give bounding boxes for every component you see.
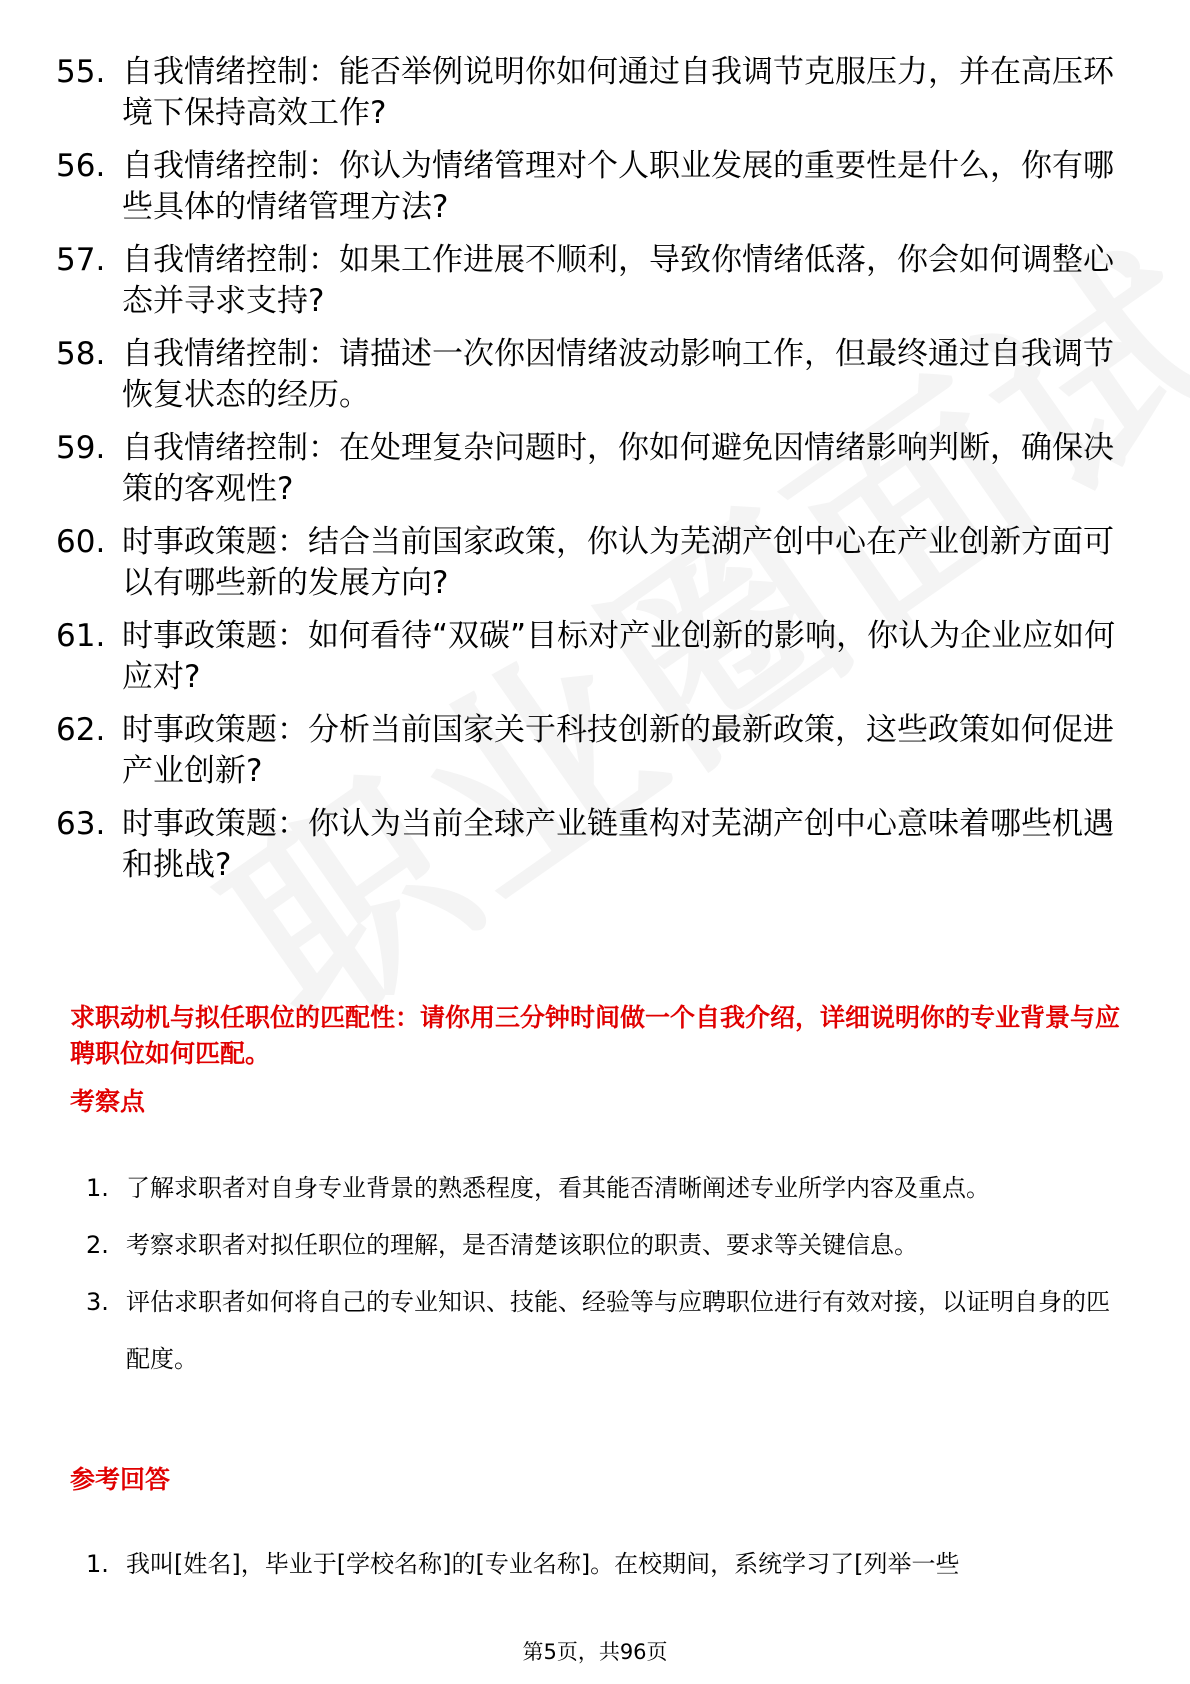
list-item [86,1536,1131,1593]
question-item [56,522,1136,604]
question-item [56,428,1136,510]
answers-list [86,1536,1131,1593]
question-number: 63. [56,806,106,842]
question-text: 自我情绪控制：在处理复杂问题时，你如何避免因情绪影响判断，确保决策的客观性? [122,430,1114,507]
question-item [56,804,1136,886]
question-number: 58. [56,336,106,372]
question-number: 56. [56,148,106,184]
list-text: 我叫[姓名]，毕业于[学校名称]的[专业名称]。在校期间，系统学习了[列举一些 [126,1550,960,1578]
question-text: 时事政策题：如何看待“双碳”目标对产业创新的影响，你认为企业应如何应对? [122,618,1116,695]
list-item [86,1217,1131,1274]
question-number: 60. [56,524,106,560]
answer-heading: 参考回答 [70,1465,171,1494]
points-heading: 考察点 [70,1087,146,1116]
question-number: 62. [56,712,106,748]
question-item [56,616,1136,698]
question-number: 57. [56,242,106,278]
question-text: 时事政策题：你认为当前全球产业链重构对芜湖产创中心意味着哪些机遇和挑战? [122,806,1114,883]
question-number: 55. [56,54,106,90]
question-text: 自我情绪控制：如果工作进展不顺利，导致你情绪低落，你会如何调整心态并寻求支持? [122,242,1114,319]
list-number: 2. [86,1231,109,1259]
question-item [56,240,1136,322]
points-list [86,1160,1131,1388]
question-text: 自我情绪控制：能否举例说明你如何通过自我调节克服压力，并在高压环境下保持高效工作? [122,54,1114,131]
page-footer: 第5页，共96页 [522,1640,668,1664]
question-item [56,52,1136,134]
list-item [86,1274,1131,1388]
list-number: 3. [86,1288,109,1316]
question-text: 时事政策题：分析当前国家关于科技创新的最新政策，这些政策如何促进产业创新? [122,712,1114,789]
question-number: 59. [56,430,106,466]
question-item [56,710,1136,792]
question-number: 61. [56,618,106,654]
question-text: 自我情绪控制：请描述一次你因情绪波动影响工作，但最终通过自我调节恢复状态的经历。 [122,336,1114,413]
list-number: 1. [86,1550,109,1578]
section-title: 求职动机与拟任职位的匹配性：请你用三分钟时间做一个自我介绍，详细说明你的专业背景与应聘职位如何匹配。 [70,1003,1121,1068]
list-text: 评估求职者如何将自己的专业知识、技能、经验等与应聘职位进行有效对接，以证明自身的匹配度。 [126,1288,1110,1373]
question-list [56,52,1136,898]
question-item [56,334,1136,416]
list-text: 了解求职者对自身专业背景的熟悉程度，看其能否清晰阐述专业所学内容及重点。 [126,1174,990,1202]
question-item [56,146,1136,228]
list-number: 1. [86,1174,109,1202]
question-text: 自我情绪控制：你认为情绪管理对个人职业发展的重要性是什么，你有哪些具体的情绪管理方法? [122,148,1114,225]
question-text: 时事政策题：结合当前国家政策，你认为芜湖产创中心在产业创新方面可以有哪些新的发展方向? [122,524,1114,601]
list-item [86,1160,1131,1217]
list-text: 考察求职者对拟任职位的理解，是否清楚该职位的职责、要求等关键信息。 [126,1231,918,1259]
